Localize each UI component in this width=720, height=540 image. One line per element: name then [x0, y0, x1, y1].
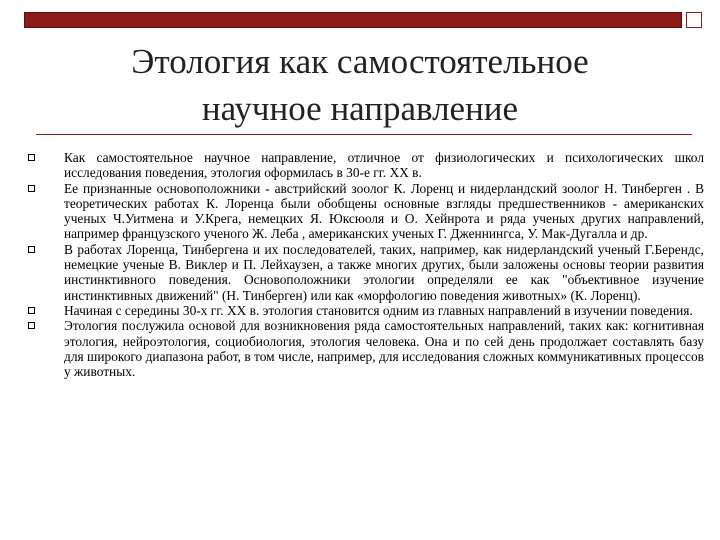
title-divider	[36, 134, 692, 135]
list-item-text: Начиная с середины 30-х гг. XX в. этология становится одним из главных направлений в изучении поведения.	[64, 302, 693, 318]
list-item-text: Как самостоятельное научное направление, отличное от физиологических и психологических школ исследования поведения, этология оформилась в 30-е гг. XX в.	[64, 150, 704, 181]
list-item	[26, 150, 710, 181]
list-item	[26, 318, 710, 379]
list-item-text: Этология послужила основой для возникновения ряда самостоятельных направлений, таких как: когнитивная этология, нейроэтология, социобиология, этология человека. Она и по сей день продолжает составлять базу для широкого диапазона работ, в том числе, например, для исследования сложных коммуникативных процессов у животных.	[64, 318, 704, 380]
list-item	[26, 242, 710, 303]
list-item	[26, 303, 710, 318]
square-bullet-icon	[28, 154, 35, 161]
corner-square-decoration	[686, 12, 702, 28]
square-bullet-icon	[28, 307, 35, 314]
square-bullet-icon	[28, 322, 35, 329]
list-item-text: Ее признанные основоположники - австрийский зоолог К. Лоренц и нидерландский зоолог Н. Тинберген . В теоретических работах К. Лоренца были обобщены основные взгляды предшественников - американских ученых Ч.Уитмена и У.Крега, немецких Я. Юксюоля и О. Хейнрота и ряда ученых других направлений, например французского ученого Ж. Леба , американских ученых Г. Дженнингса, У. Мак-Дугалла и др.	[64, 180, 704, 242]
list-item-text: В работах Лоренца, Тинбергена и их последователей, таких, например, как нидерландский ученый Г.Берендс, немецкие ученые В. Виклер и П. Лейхаузен, а также многих других, были заложены основы теории развития инстинктивного поведения. Основоположники этологии определяли ее как "объективное изучение инстинктивных движений" (Н. Тинберген) или как «морфологию поведения животных» (К. Лоренц).	[64, 241, 704, 303]
slide-title	[40, 38, 680, 132]
top-accent-bar	[24, 12, 682, 28]
square-bullet-icon	[28, 185, 35, 192]
slide-title-line-1: Этология как самостоятельное	[131, 42, 589, 81]
square-bullet-icon	[28, 246, 35, 253]
bullet-list	[26, 150, 710, 379]
slide-title-line-2: научное направление	[201, 89, 519, 128]
list-item	[26, 181, 710, 242]
